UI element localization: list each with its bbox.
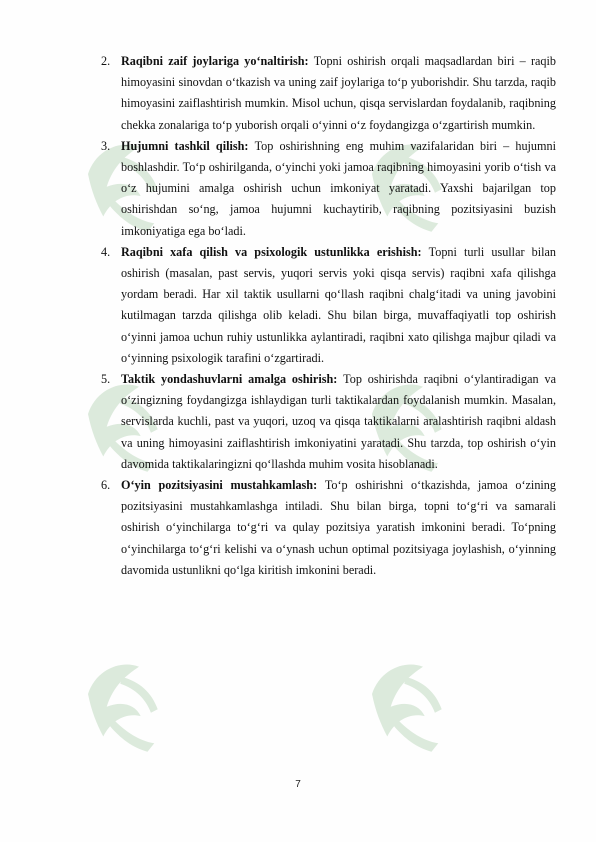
leaf-logo-icon [88,665,158,752]
item-text: Topni turli usullar bilan oshirish (masalan, past servis, yuqori servis yoki qisqa servis) raqibni xafa qilishga yordam beradi. Har xil taktik usullarni qo‘llash raqibni chalg‘itadi va uning javobini kutilmagan tarzda qilishga olib keladi. Shu bilan birga, muvaffaqiyatli top oshirish o‘yinni jamoa uchun ruhiy ustunlikka aylantiradi, raqibni xato qilishga majbur qiladi va o‘yinning psixologik tarafini o‘zgartiradi. [121,244,556,365]
item-title: O‘yin pozitsiyasini mustahkamlash: [121,478,325,493]
list-item [101,475,556,581]
item-title: Raqibni xafa qilish va psixologik ustunlikka erishish: [121,244,429,259]
item-title: Hujumni tashkil qilish: [121,138,255,153]
page-number: 7 [295,779,301,790]
item-number: 4. [101,244,111,259]
item-text: Topni oshirish orqali maqsadlardan biri – raqib himoyasini sinovdan o‘tkazish va uning zaif joylariga to‘p yuborishdir. Shu tarzda, raqib himoyasini zaiflashtirish mumkin. Misol uchun, qisqa servislardan foydalanib, raqibning chekka zonalariga to‘p yuborish orqali o‘yinni o‘z foydangizga o‘zgartirish mumkin. [121,54,556,132]
list-item [101,242,556,369]
item-text: To‘p oshirishni o‘tkazishda, jamoa o‘zining pozitsiyasini mustahkamlashga intiladi. Shu bilan birga, topni to‘g‘ri va samarali oshirish o‘yinchilarga to‘g‘ri va qulay pozitsiya yaratish imkonini beradi. To‘pning o‘yinchilarga to‘g‘ri kelishi va o‘ynash uchun optimal pozitsiyaga joylashish, o‘yinning davomida ustunlikni qo‘lga kiritish imkonini beradi. [121,478,556,577]
numbered-list [101,51,556,581]
item-text: Top oshirishning eng muhim vazifalaridan biri – hujumni boshlashdir. To‘p oshirilganda, o‘yinchi yoki jamoa raqibning himoyasini yorib o‘tish va o‘z hujumini amalga oshirish uchun imkoniyat yaratadi. Yaxshi bajarilgan top oshirishdan so‘ng, jamoa hujumni kuchaytirib, raqibning pozitsiyasini buzish imkoniyatiga ega bo‘ladi. [121,138,556,238]
item-number: 3. [101,138,111,153]
leaf-logo-icon [372,665,442,752]
item-text: Top oshirishda raqibni o‘ylantiradigan va o‘zingizning foydangizga ishlaydigan turli taktikalardan foydalanish mumkin. Masalan, servislarda kuchli, past va yuqori, uzoq va qisqa taktikalarni aralashtirish raqibni aldash va uning himoyasini zaiflashtirish imkoniyatini yaratadi. Shu tarzda, top oshirish o‘yin davomida taktikalaringizni qo‘llashda muhim vosita hisoblanadi. [121,372,556,471]
list-item [101,369,556,475]
item-number: 6. [101,478,111,493]
list-item [101,136,556,242]
list-item [101,51,556,136]
main-content [101,51,556,581]
item-number: 5. [101,372,111,387]
item-title: Taktik yondashuvlarni amalga oshirish: [121,372,344,387]
item-title: Raqibni zaif joylariga yo‘naltirish: [121,54,314,68]
item-number: 2. [101,54,111,68]
